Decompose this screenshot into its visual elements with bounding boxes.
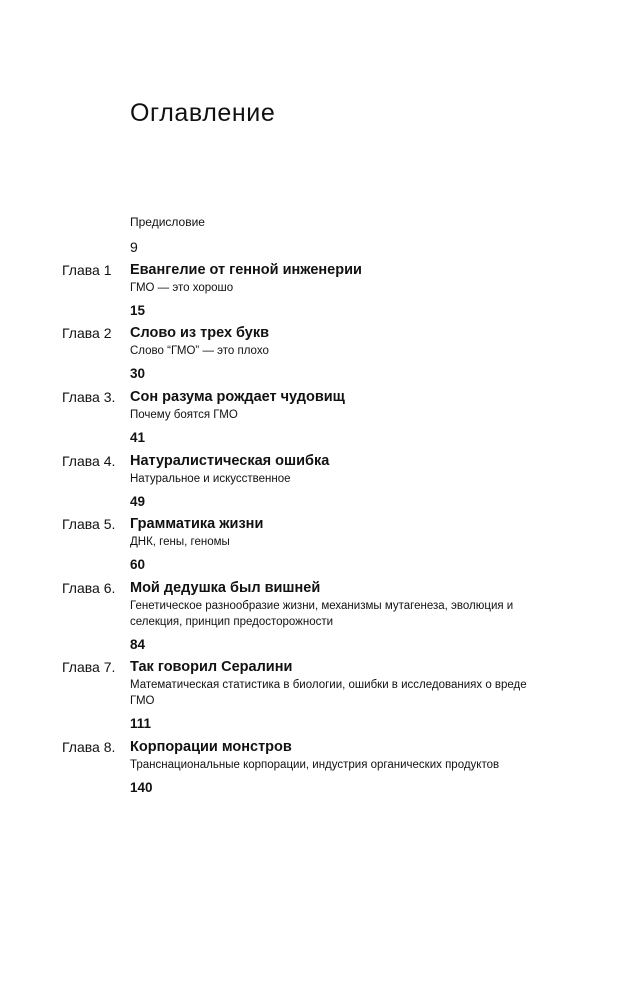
chapter-subtitle: Математическая статистика в биологии, ошибки в исследованиях о вреде ГМО — [130, 679, 527, 707]
chapter-page-number: 84 — [130, 637, 146, 652]
chapter-page-number: 60 — [130, 557, 146, 572]
chapter-body — [130, 387, 540, 447]
chapter-title: Грамматика жизни — [130, 516, 264, 532]
chapter-subtitle: ДНК, гены, геномы — [130, 536, 230, 548]
chapter-number: Глава 1 — [62, 262, 112, 278]
chapter-body — [130, 578, 540, 654]
chapter-title: Корпорации монстров — [130, 739, 292, 755]
chapter-page-number: 140 — [130, 780, 153, 795]
chapter-subtitle: Транснациональные корпорации, индустрия органических продуктов — [130, 759, 500, 771]
chapter-body — [130, 737, 540, 797]
preface-page-number: 9 — [130, 239, 138, 255]
chapter-number: Глава 6. — [62, 580, 116, 596]
chapter-title: Так говорил Сералини — [130, 659, 293, 675]
chapter-number: Глава 3. — [62, 389, 116, 405]
chapter-page-number: 30 — [130, 366, 146, 381]
chapter-number: Глава 7. — [62, 659, 116, 675]
chapter-title: Натуралистическая ошибка — [130, 453, 330, 469]
preface-label: Предисловие — [130, 215, 205, 229]
chapter-title: Слово из трех букв — [130, 325, 270, 341]
chapter-title: Евангелие от генной инженерии — [130, 262, 362, 278]
chapter-body — [130, 323, 540, 383]
chapter-body — [130, 657, 540, 733]
chapter-page-number: 41 — [130, 430, 146, 445]
chapter-subtitle: ГМО — это хорошо — [130, 282, 234, 294]
page-title: Оглавление — [130, 99, 276, 127]
chapter-number: Глава 4. — [62, 453, 116, 469]
chapter-page-number: 15 — [130, 303, 146, 318]
chapter-title: Сон разума рождает чудовищ — [130, 389, 345, 405]
chapter-body — [130, 451, 540, 511]
chapter-number: Глава 2 — [62, 325, 112, 341]
chapter-title: Мой дедушка был вишней — [130, 580, 321, 596]
chapter-body — [130, 514, 540, 574]
chapter-page-number: 111 — [130, 716, 152, 731]
chapter-body — [130, 260, 540, 320]
chapter-page-number: 49 — [130, 494, 146, 509]
chapter-number: Глава 8. — [62, 739, 116, 755]
chapter-subtitle: Слово “ГМО” — это плохо — [130, 345, 269, 357]
chapter-subtitle: Почему боятся ГМО — [130, 409, 238, 421]
chapter-number: Глава 5. — [62, 516, 116, 532]
chapter-subtitle: Генетическое разнообразие жизни, механизмы мутагенеза, эволюция и селекция, принцип предосторожности — [130, 600, 514, 628]
chapter-subtitle: Натуральное и искусственное — [130, 473, 291, 485]
